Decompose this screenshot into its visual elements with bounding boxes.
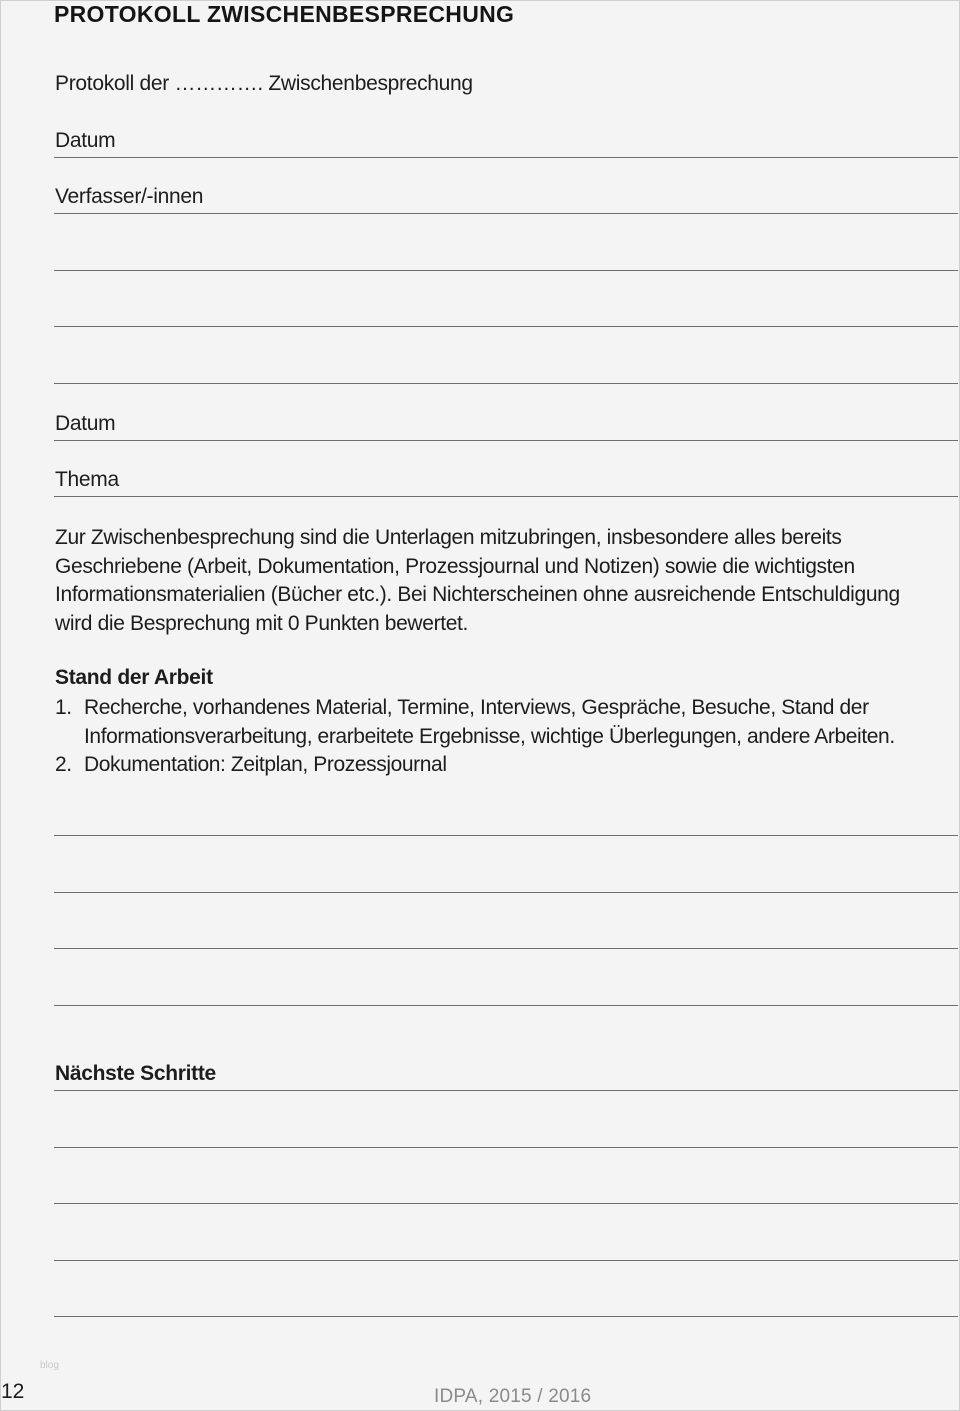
list-item-text: Recherche, vorhandenes Material, Termine, Interviews, Gespräche, Besuche, Stand der: [84, 696, 869, 719]
next-steps-line-1[interactable]: [54, 1090, 958, 1091]
authors-input-line-4[interactable]: [54, 383, 958, 384]
instructions-line: Geschriebene (Arbeit, Dokumentation, Prozessjournal und Notizen) sowie die wichtigsten: [55, 554, 855, 578]
instructions-paragraph: [55, 524, 960, 638]
instructions-line: Informationsmaterialien (Bücher etc.). Bei Nichterscheinen ohne ausreichende Entschuldigung: [55, 583, 900, 606]
list-item: [55, 694, 895, 751]
authors-input-line-2[interactable]: [54, 270, 958, 271]
authors-input-line-3[interactable]: [54, 326, 958, 327]
status-notes-line-4[interactable]: [54, 1005, 958, 1006]
next-steps-line-5[interactable]: [54, 1316, 958, 1317]
meeting-date-label: Datum: [55, 412, 116, 435]
instructions-line: wird die Besprechung mit 0 Punkten bewertet.: [55, 611, 468, 635]
next-steps-line-3[interactable]: [54, 1203, 958, 1204]
status-notes-line-2[interactable]: [54, 892, 958, 893]
list-item-number: 1.: [55, 696, 72, 719]
next-steps-heading: Nächste Schritte: [55, 1062, 216, 1085]
footer-publication: IDPA, 2015 / 2016: [434, 1386, 592, 1407]
instructions-line: Zur Zwischenbesprechung sind die Unterlagen mitzubringen, insbesondere alles bereits: [55, 526, 842, 549]
status-notes-line-1[interactable]: [54, 835, 958, 836]
list-item-number: 2.: [55, 753, 72, 776]
status-notes-line-3[interactable]: [54, 948, 958, 949]
next-steps-line-2[interactable]: [54, 1147, 958, 1148]
date-input-line[interactable]: [54, 157, 958, 158]
authors-label: Verfasser/-innen: [55, 185, 204, 208]
date-label: Datum: [55, 129, 116, 152]
list-item: [55, 751, 895, 780]
status-list: [55, 694, 895, 780]
next-steps-line-4[interactable]: [54, 1260, 958, 1261]
watermark: blog: [40, 1360, 59, 1371]
page-number: 12: [1, 1380, 25, 1403]
protocol-subtitle: Protokoll der …………. Zwischenbesprechung: [55, 72, 473, 95]
authors-input-line[interactable]: [54, 213, 958, 214]
list-item-text: Informationsverarbeitung, erarbeitete Ergebnisse, wichtige Überlegungen, andere Arbeiten.: [84, 724, 895, 748]
status-heading: Stand der Arbeit: [55, 666, 213, 689]
topic-input-line[interactable]: [54, 496, 958, 497]
meeting-date-input-line[interactable]: [54, 440, 958, 441]
document-title: PROTOKOLL ZWISCHENBESPRECHUNG: [54, 1, 515, 27]
topic-label: Thema: [55, 468, 119, 491]
list-item-text: Dokumentation: Zeitplan, Prozessjournal: [84, 753, 447, 776]
